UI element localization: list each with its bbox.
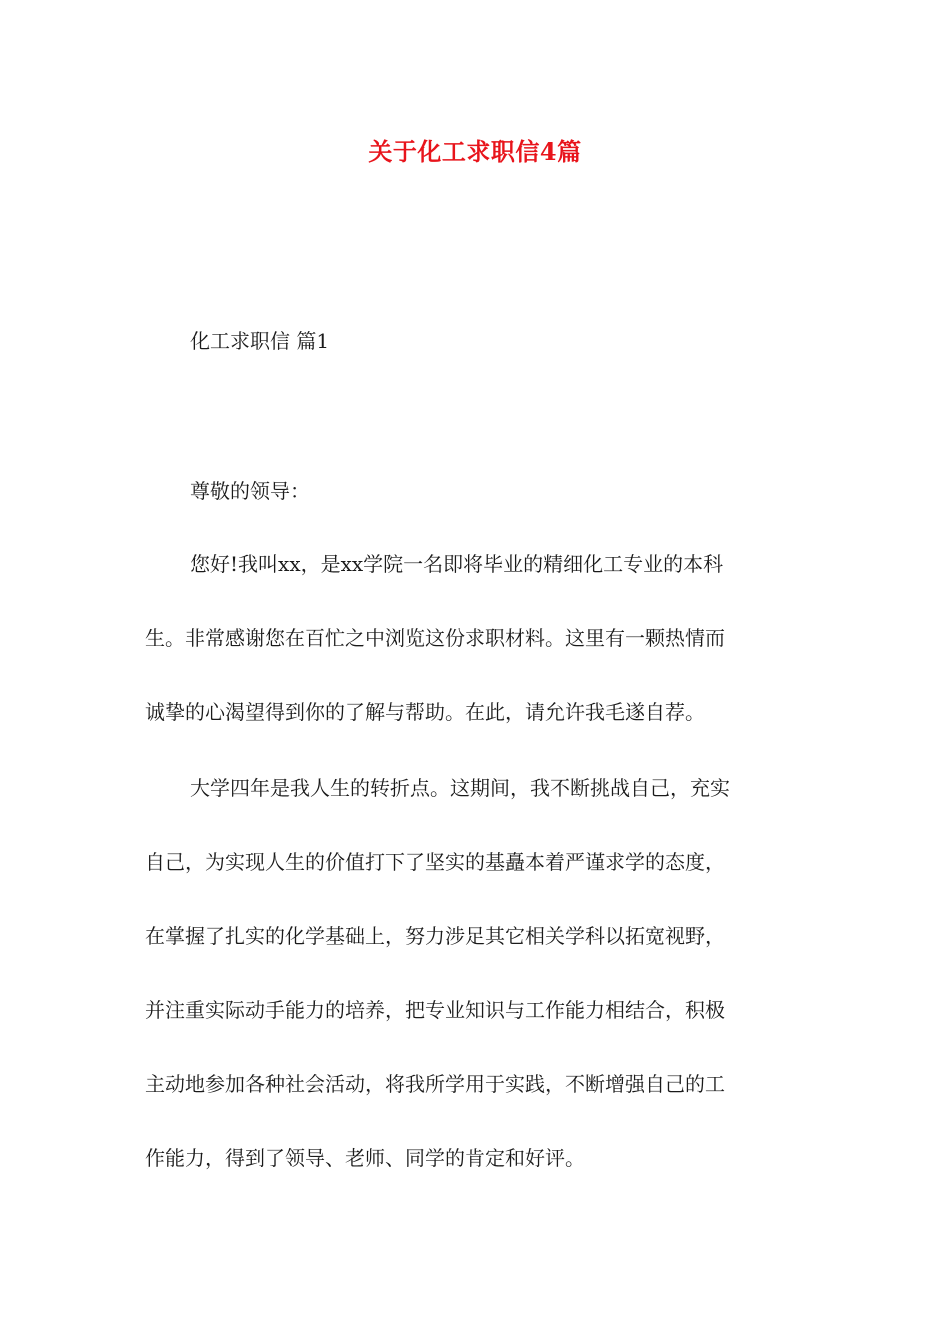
body-paragraph-1 [145,549,810,771]
paragraph-line: 自己，为实现人生的价值打下了坚实的基矗本着严谨求学的态度， [145,850,725,874]
paragraph-line: 作能力，得到了领导、老师、同学的肯定和好评。 [145,1146,585,1170]
document-title: 关于化工求职信4篇 [368,137,582,166]
paragraph-line: 在掌握了扎实的化学基础上，努力涉足其它相关学科以拓宽视野， [145,924,725,948]
paragraph-line: 并注重实际动手能力的培养，把专业知识与工作能力相结合，积极 [145,998,725,1022]
body-paragraph-2 [145,773,810,1217]
paragraph-line: 诚挚的心渴望得到你的了解与帮助。在此，请允许我毛遂自荐。 [145,700,705,724]
salutation: 尊敬的领导： [190,479,310,503]
paragraph-line: 您好!我叫xx，是xx学院一名即将毕业的精细化工专业的本科 [190,552,724,576]
paragraph-line: 生。非常感谢您在百忙之中浏览这份求职材料。这里有一颗热情而 [145,626,725,650]
paragraph-line: 大学四年是我人生的转折点。这期间，我不断挑战自己，充实 [190,776,730,800]
paragraph-line: 主动地参加各种社会活动，将我所学用于实践，不断增强自己的工 [145,1072,725,1096]
section-heading: 化工求职信 篇1 [190,329,330,353]
